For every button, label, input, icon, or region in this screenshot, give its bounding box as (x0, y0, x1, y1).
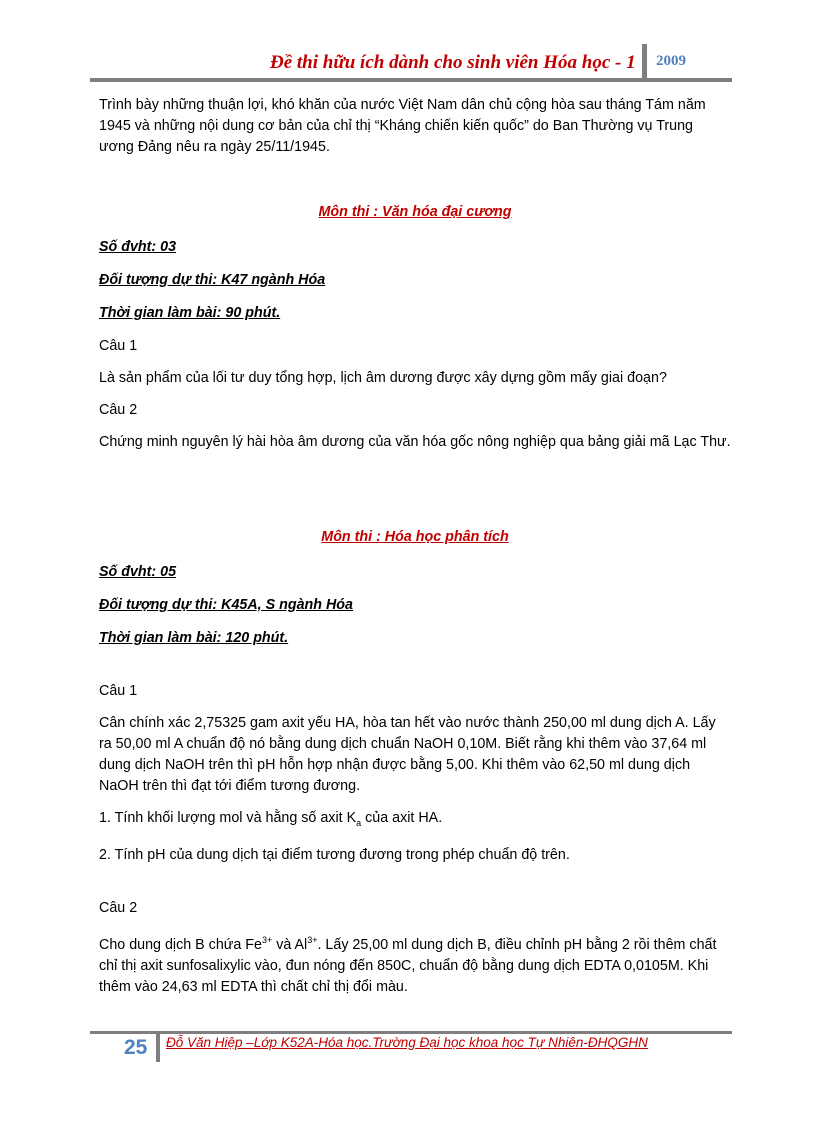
exam2-time: Thời gian làm bài: 120 phút. (99, 630, 289, 646)
ka-subscript: a (356, 817, 362, 828)
exam2-target: Đối tượng dự thi: K45A, S ngành Hóa (99, 597, 353, 613)
exam1-time: Thời gian làm bài: 90 phút. (99, 305, 281, 321)
exam1-q1-text: Là sản phẩm của lối tư duy tổng hợp, lịch âm dương được xây dựng gồm mấy giai đoạn? (99, 370, 667, 386)
intro-paragraph: Trình bày những thuận lợi, khó khăn của nước Việt Nam dân chủ cộng hòa sau tháng Tám năm 1945 và những nội dung cơ bản của chỉ thị “Kháng chiến kiến quốc” do Ban Thường vụ Trung ương Đảng nêu ra ngày 25/11/1945. (99, 97, 706, 155)
exam2-credits: Số đvht: 05 (99, 564, 177, 580)
fe-charge: 3+ (261, 934, 273, 945)
footer-author: Đỗ Văn Hiệp –Lớp K52A-Hóa học.Trường Đại học khoa học Tự Nhiên-ĐHQGHN (166, 1035, 648, 1050)
exam1-target: Đối tượng dự thi: K47 ngành Hóa (99, 272, 326, 288)
header-title: Đề thi hữu ích dành cho sinh viên Hóa học - 1 (270, 52, 636, 73)
q2-part1: Cho dung dịch B chứa Fe (99, 936, 262, 953)
al-charge: 3+ (307, 934, 318, 945)
exam1-q2-text: Chứng minh nguyên lý hài hòa âm dương của văn hóa gốc nông nghiệp qua bảng giải mã Lạc Thư. (99, 434, 731, 450)
header-rule (90, 78, 732, 82)
q2-part3: . Lấy 25,00 ml dung dịch B, điều chỉnh pH bằng 2 rồi thêm chất chỉ thị axit sunfosalixylic vào, đun nóng đến 850C, chuẩn độ bằng dung dịch EDTA 0,0105M. Khi thêm vào 24,63 ml EDTA thì chất chỉ thị đổi màu. (99, 936, 717, 995)
footer-rule (90, 1031, 732, 1034)
exam1-q2-label: Câu 2 (99, 402, 138, 418)
exam2-q1-text: Cân chính xác 2,75325 gam axit yếu HA, hòa tan hết vào nước thành 250,00 ml dung dịch A. Lấy ra 50,00 ml A chuẩn độ nó bằng dung dịch chuẩn NaOH 0,10M. Biết rằng khi thêm vào 37,64 ml dung dịch NaOH trên thì pH hỗn hợp nhận được bằng 5,00. Khi thêm vào 62,50 ml dung dịch NaOH trên thì đạt tới điểm tương đương. (99, 715, 716, 794)
page-content (99, 95, 731, 1009)
exam1-subject: Môn thi : Văn hóa đại cương (318, 204, 512, 220)
exam2-q1-item1-b: của axit HA. (361, 810, 443, 826)
header-divider (642, 44, 647, 80)
exam2-q2-label: Câu 2 (99, 899, 138, 916)
exam2-q2-text (99, 930, 731, 998)
exam2-subject: Môn thi : Hóa học phân tích (321, 529, 509, 545)
exam2-q1-label: Câu 1 (99, 683, 138, 699)
footer-divider (156, 1034, 160, 1062)
page-number: 25 (124, 1036, 148, 1059)
exam2-q1-item1 (99, 808, 731, 834)
exam2-q1-item1-a: 1. Tính khối lượng mol và hằng số axit K (99, 810, 357, 826)
q2-part2: và Al (272, 936, 308, 953)
header-year: 2009 (656, 53, 686, 69)
exam1-credits: Số đvht: 03 (99, 239, 177, 255)
exam1-q1-label: Câu 1 (99, 338, 138, 354)
exam2-q1-item2: 2. Tính pH của dung dịch tại điểm tương đương trong phép chuẩn độ trên. (99, 846, 570, 863)
